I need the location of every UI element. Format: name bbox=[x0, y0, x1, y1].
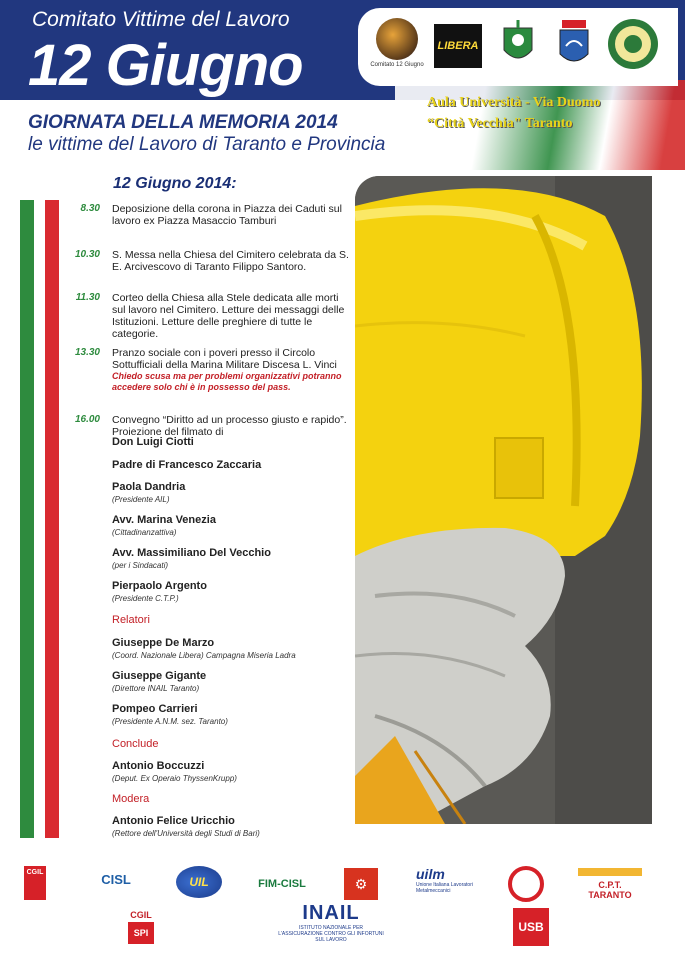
modera-label: Modera bbox=[112, 793, 150, 805]
event-description: Pranzo sociale con i poveri presso il Circolo Sottufficiali della Marina Militare Discesa L. Vinci bbox=[112, 347, 337, 371]
speaker-name: Avv. Marina Venezia bbox=[112, 514, 216, 526]
libera-logo-icon: LIBERA bbox=[434, 24, 482, 68]
inail-logo-icon bbox=[276, 902, 386, 948]
event-description: Corteo della Chiesa alla Stele dedicata alle morti sul lavoro nel Cimitero. Letture dei messaggi delle Istituzioni. Letture delle preghiere di tutte le categorie. bbox=[112, 292, 345, 340]
cpt-bar bbox=[578, 868, 642, 876]
speaker-name: Avv. Massimiliano Del Vecchio bbox=[112, 547, 271, 559]
cgil-spi-top-label: CGIL bbox=[130, 910, 152, 920]
cisl-logo-icon bbox=[96, 860, 136, 906]
relatore-role: (Direttore INAIL Taranto) bbox=[112, 684, 200, 693]
relatore-name: Giuseppe Gigante bbox=[112, 670, 207, 682]
event-time: 11.30 bbox=[75, 292, 100, 303]
relatore-role: (Coord. Nazionale Libera) Campagna Miseria Ladra bbox=[112, 651, 296, 660]
fim-cisl-logo-icon bbox=[254, 862, 310, 902]
event-time: 16.00 bbox=[74, 414, 100, 425]
cgil-spi-label: SPI bbox=[128, 922, 154, 944]
event-time: 13.30 bbox=[74, 347, 100, 358]
event-description: Deposizione della corona in Piazza dei Caduti sul lavoro ex Piazza Masaccio Tamburi bbox=[112, 203, 342, 227]
relatore bbox=[112, 637, 296, 660]
speaker-name: Don Luigi Ciotti bbox=[112, 436, 194, 448]
inail-label: INAIL bbox=[302, 902, 360, 924]
event-note: Chiedo scusa ma per problemi organizzativi potranno accedere solo chi è in possesso del pass. bbox=[112, 371, 342, 392]
program-date-heading: 12 Giugno 2014: bbox=[113, 175, 237, 192]
cgil-spi-logo-icon bbox=[128, 910, 154, 946]
uil-logo-icon: UIL bbox=[176, 866, 222, 898]
concluding-speaker-name: Antonio Boccuzzi bbox=[112, 760, 205, 772]
archbishop-crest-icon bbox=[496, 20, 540, 70]
event-description: Convegno “Diritto ad un processo giusto e rapido”. Proiezione del filmato di bbox=[112, 414, 347, 438]
venue-line-1: Aula Università - Via Duomo bbox=[427, 95, 601, 110]
cpt-label: C.P.T. TARANTO bbox=[588, 880, 632, 900]
speaker-role: (Presidente AIL) bbox=[112, 495, 170, 504]
uilm-sublabel: Unione Italiana Lavoratori Metalmeccanici bbox=[416, 882, 473, 894]
speaker bbox=[112, 481, 185, 504]
speaker-name: Pierpaolo Argento bbox=[112, 580, 207, 592]
event-description: S. Messa nella Chiesa del Cimitero celebrata da S. E. Arcivescovo di Taranto Filippo Santoro. bbox=[112, 249, 349, 273]
event-date-title: 12 Giugno bbox=[28, 33, 303, 98]
red-union-logo-icon: ⚙ bbox=[344, 868, 378, 900]
relatori-label: Relatori bbox=[112, 614, 150, 626]
moderator bbox=[112, 815, 260, 838]
speaker-name: Paola Dandria bbox=[112, 481, 186, 493]
flag-stripe-red bbox=[45, 200, 59, 838]
cisl-label: CISL bbox=[101, 872, 131, 887]
uilm-logo-icon bbox=[416, 866, 474, 900]
memoria-subtitle: le vittime del Lavoro di Taranto e Provincia bbox=[28, 134, 386, 155]
usb-logo-icon: USB bbox=[513, 908, 549, 946]
speaker bbox=[112, 459, 261, 471]
moderator-role: (Rettore dell'Università degli Studi di Bari) bbox=[112, 829, 260, 838]
speaker bbox=[112, 547, 271, 570]
scream-logo-caption: Comitato 12 Giugno bbox=[370, 62, 424, 68]
relatore-name: Giuseppe De Marzo bbox=[112, 637, 215, 649]
speaker bbox=[112, 436, 194, 448]
hard-hat-glove-photo bbox=[355, 176, 652, 824]
committee-title: Comitato Vittime del Lavoro bbox=[32, 8, 290, 31]
uilm-label: uilm bbox=[416, 866, 445, 882]
speaker-role: (per i Sindacati) bbox=[112, 561, 169, 570]
venue-line-2: “Città Vecchia" Taranto bbox=[427, 116, 573, 131]
concluding-speaker bbox=[112, 760, 237, 783]
moderator-name: Antonio Felice Uricchio bbox=[112, 815, 235, 827]
relatore-role: (Presidente A.N.M. sez. Taranto) bbox=[112, 717, 228, 726]
inail-sublabel: ISTITUTO NAZIONALE PER L'ASSICURAZIONE CONTRO GLI INFORTUNI SUL LAVORO bbox=[278, 925, 384, 943]
relatore-name: Pompeo Carrieri bbox=[112, 703, 198, 715]
scream-logo-icon bbox=[376, 18, 418, 60]
header-banner bbox=[0, 0, 685, 170]
relatore bbox=[112, 703, 228, 726]
city-crest-icon bbox=[558, 20, 590, 70]
event-time: 8.30 bbox=[80, 203, 100, 214]
cpt-taranto-logo-icon bbox=[578, 868, 642, 900]
cgil-logo-icon: CGIL bbox=[24, 866, 46, 900]
university-seal-icon bbox=[607, 18, 659, 70]
memoria-title: GIORNATA DELLA MEMORIA 2014 bbox=[28, 112, 338, 133]
event-description-block bbox=[112, 347, 352, 393]
conclude-label: Conclude bbox=[112, 738, 159, 750]
event-time: 10.30 bbox=[74, 249, 100, 260]
speaker-role: (Presidente C.T.P.) bbox=[112, 594, 179, 603]
speaker-role: (Cittadinanzattiva) bbox=[112, 528, 177, 537]
speaker bbox=[112, 580, 207, 603]
concluding-speaker-role: (Deput. Ex Operaio ThyssenKrupp) bbox=[112, 774, 237, 783]
relatore bbox=[112, 670, 206, 693]
flag-stripe-green bbox=[20, 200, 34, 838]
round-red-logo-icon bbox=[508, 866, 544, 902]
speaker-name: Padre di Francesco Zaccaria bbox=[112, 459, 262, 471]
speaker bbox=[112, 514, 216, 537]
flag-stripe-white bbox=[34, 200, 45, 838]
fim-cisl-label: FIM-CISL bbox=[258, 878, 306, 890]
